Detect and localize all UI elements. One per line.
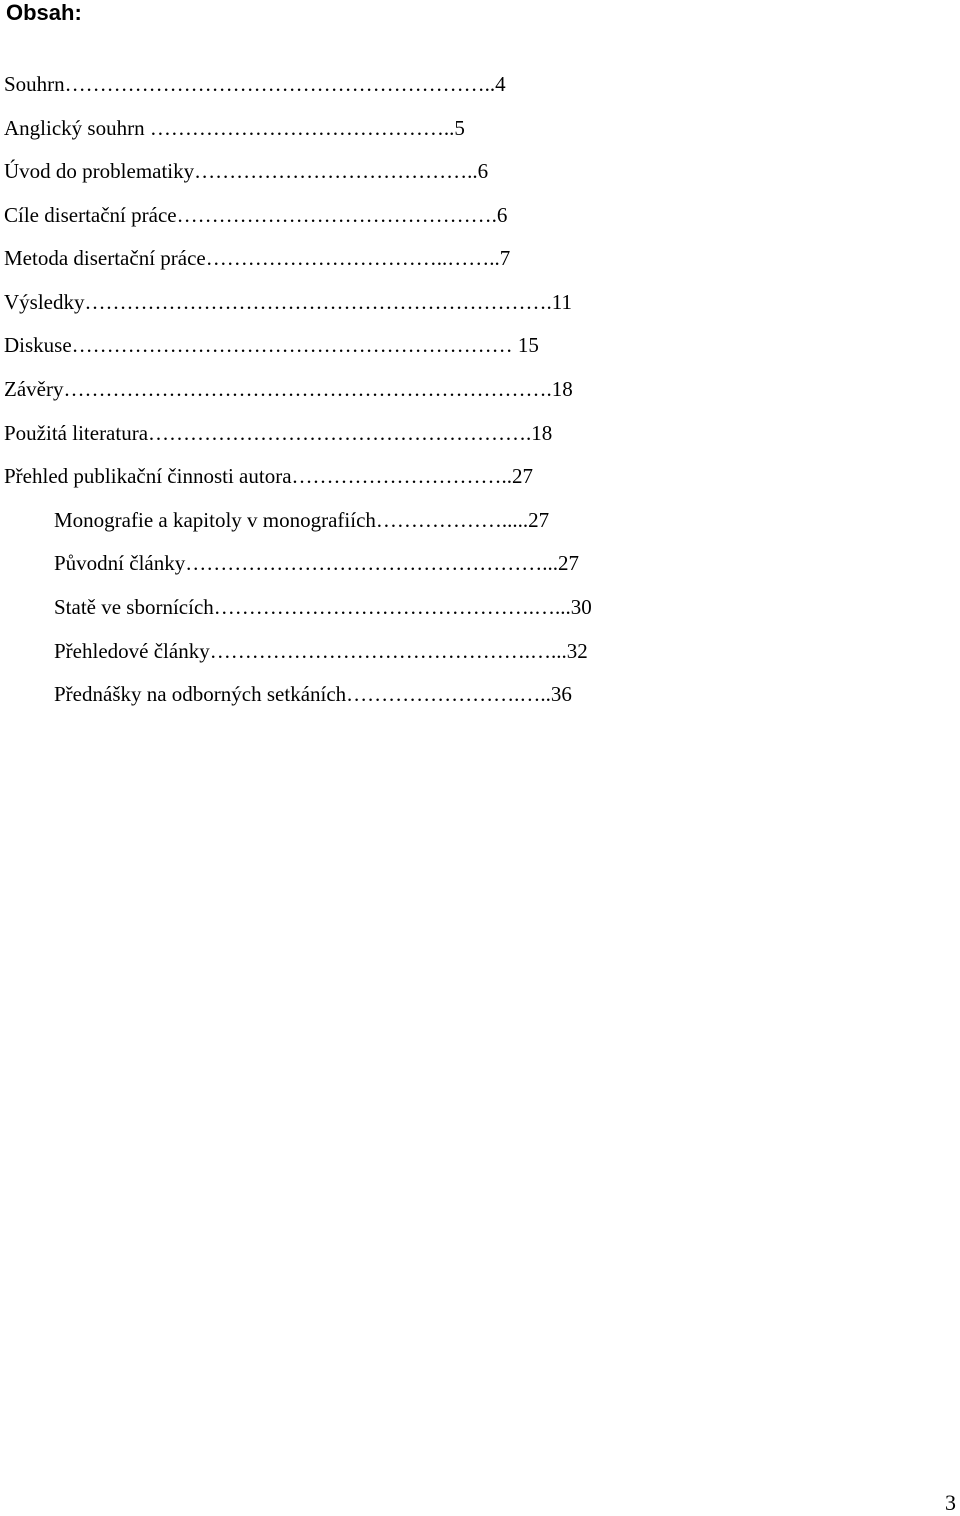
- toc-entry-anglicky-souhrn[interactable]: Anglický souhrn ……………………………………..5: [4, 116, 465, 140]
- toc-entry-vysledky[interactable]: Výsledky………………………………………………………….11: [4, 290, 572, 314]
- document-heading: Obsah:: [6, 0, 82, 25]
- toc-entry-zavery[interactable]: Závěry…………………………………………………………….18: [4, 377, 573, 401]
- toc-subentry-prehledove-clanky[interactable]: Přehledové články……………………………………….…...32: [54, 639, 588, 663]
- toc-entry-souhrn[interactable]: Souhrn……………………………………………………..4: [4, 72, 506, 96]
- toc-entry-cile-disertacni-prace[interactable]: Cíle disertační práce……………………………………….6: [4, 203, 508, 227]
- toc-entry-prehled-publikacni-cinnosti[interactable]: Přehled publikační činnosti autora…………………………..27: [4, 464, 534, 488]
- toc-subentry-state-ve-sbornicich[interactable]: Statě ve sbornících……………………………………….…...30: [54, 595, 592, 619]
- toc-entry-metoda-disertacni-prace[interactable]: Metoda disertační práce……………………………..……..7: [4, 246, 511, 270]
- toc-entry-uvod-do-problematiky[interactable]: Úvod do problematiky…………………………………..6: [4, 159, 489, 183]
- toc-subentry-prednasky[interactable]: Přednášky na odborných setkáních…………………….…..36: [54, 682, 572, 706]
- toc-subentry-monografie[interactable]: Monografie a kapitoly v monografiích……………….....27: [54, 508, 550, 532]
- toc-entry-diskuse[interactable]: Diskuse……………………………………………………… 15: [4, 333, 539, 357]
- page-number: 3: [945, 1490, 956, 1515]
- toc-subentry-puvodni-clanky[interactable]: Původní články……………………………………………...27: [54, 551, 579, 575]
- toc-entry-pouzita-literatura[interactable]: Použitá literatura……………………………………………….18: [4, 421, 553, 445]
